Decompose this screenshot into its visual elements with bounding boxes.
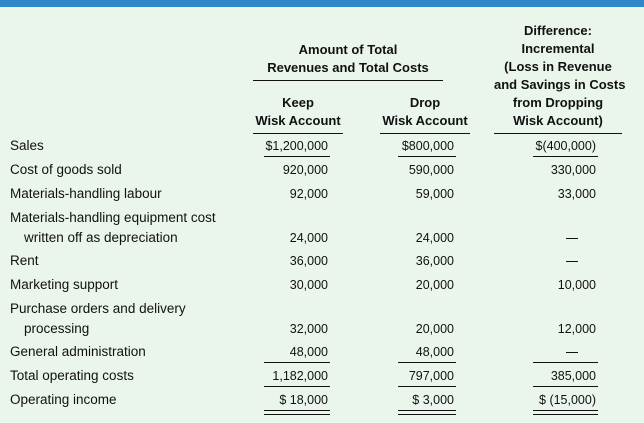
total-diff-underline — [533, 386, 598, 387]
amount-group-header-line2: Revenues and Total Costs — [267, 60, 429, 75]
purchase-drop: 20,000 — [415, 322, 454, 336]
drop-header-line2: Wisk Account — [382, 113, 468, 128]
row-label-mh-equipment-line2: written off as depreciation — [24, 230, 178, 245]
gen-admin-keep: 48,000 — [289, 345, 328, 359]
top-accent-bar — [0, 0, 644, 7]
total-costs-drop: 797,000 — [408, 369, 454, 383]
gen-admin-diff-dash — [566, 352, 578, 353]
amount-group-header-line1: Amount of Total — [298, 42, 398, 57]
total-costs-keep: 1,182,000 — [272, 369, 328, 383]
row-label-marketing: Marketing support — [10, 277, 119, 292]
diff-header-underline — [494, 133, 622, 134]
diff-header-line4: and Savings in Costs — [494, 77, 626, 92]
diff-header-line2: Incremental — [521, 41, 595, 56]
subtotal-keep-underline — [264, 362, 330, 363]
sales-drop: $800,000 — [401, 139, 454, 153]
row-label-cogs: Cost of goods sold — [10, 162, 122, 177]
total-keep-underline — [264, 386, 330, 387]
mh-equipment-diff-dash — [566, 238, 578, 239]
diff-header-line1: Difference: — [524, 23, 592, 38]
purchase-diff: 12,000 — [557, 322, 596, 336]
row-label-total-costs: Total operating costs — [10, 368, 134, 383]
marketing-keep: 30,000 — [289, 278, 328, 292]
cogs-diff: 330,000 — [550, 163, 596, 177]
row-label-rent: Rent — [10, 253, 39, 268]
total-costs-diff: 385,000 — [550, 369, 596, 383]
op-income-drop-double-underline — [398, 410, 456, 415]
diff-header-line6: Wisk Account) — [513, 113, 603, 128]
op-income-diff-double-underline — [533, 410, 598, 415]
drop-header-underline — [380, 133, 470, 134]
row-label-operating-income: Operating income — [10, 392, 117, 407]
subtotal-diff-underline — [533, 362, 598, 363]
subtotal-drop-underline — [398, 362, 456, 363]
keep-header-line1: Keep — [282, 95, 314, 110]
marketing-drop: 20,000 — [415, 278, 454, 292]
marketing-diff: 10,000 — [557, 278, 596, 292]
sales-drop-underline — [398, 156, 456, 157]
mh-equipment-drop: 24,000 — [415, 231, 454, 245]
total-drop-underline — [398, 386, 456, 387]
amount-group-underline — [253, 80, 443, 81]
row-label-gen-admin: General administration — [10, 344, 146, 359]
op-income-drop: $ 3,000 — [412, 393, 454, 407]
rent-diff-dash — [566, 261, 578, 262]
diff-header-line5: from Dropping — [512, 95, 604, 110]
row-label-mh-labour: Materials-handling labour — [10, 186, 162, 201]
sales-diff-underline — [533, 156, 598, 157]
row-label-mh-equipment-line1: Materials-handling equipment cost — [10, 210, 216, 225]
gen-admin-drop: 48,000 — [415, 345, 454, 359]
sales-diff: $(400,000) — [535, 139, 596, 153]
keep-header-underline — [253, 133, 343, 134]
rent-drop: 36,000 — [415, 254, 454, 268]
op-income-keep: $ 18,000 — [279, 393, 328, 407]
diff-header-line3: (Loss in Revenue — [504, 59, 612, 74]
row-label-purchase-line2: processing — [24, 321, 90, 336]
mh-equipment-keep: 24,000 — [289, 231, 328, 245]
keep-header-line2: Wisk Account — [255, 113, 341, 128]
drop-header-line1: Drop — [409, 95, 441, 110]
cogs-keep: 920,000 — [282, 163, 328, 177]
row-label-purchase-line1: Purchase orders and delivery — [10, 301, 186, 316]
rent-keep: 36,000 — [289, 254, 328, 268]
row-label-sales: Sales — [10, 138, 44, 153]
purchase-keep: 32,000 — [289, 322, 328, 336]
sales-keep-underline — [264, 156, 330, 157]
op-income-diff: $ (15,000) — [539, 393, 596, 407]
op-income-keep-double-underline — [264, 410, 330, 415]
cogs-drop: 590,000 — [408, 163, 454, 177]
sales-keep: $1,200,000 — [265, 139, 328, 153]
mh-labour-diff: 33,000 — [557, 187, 596, 201]
mh-labour-drop: 59,000 — [415, 187, 454, 201]
mh-labour-keep: 92,000 — [289, 187, 328, 201]
